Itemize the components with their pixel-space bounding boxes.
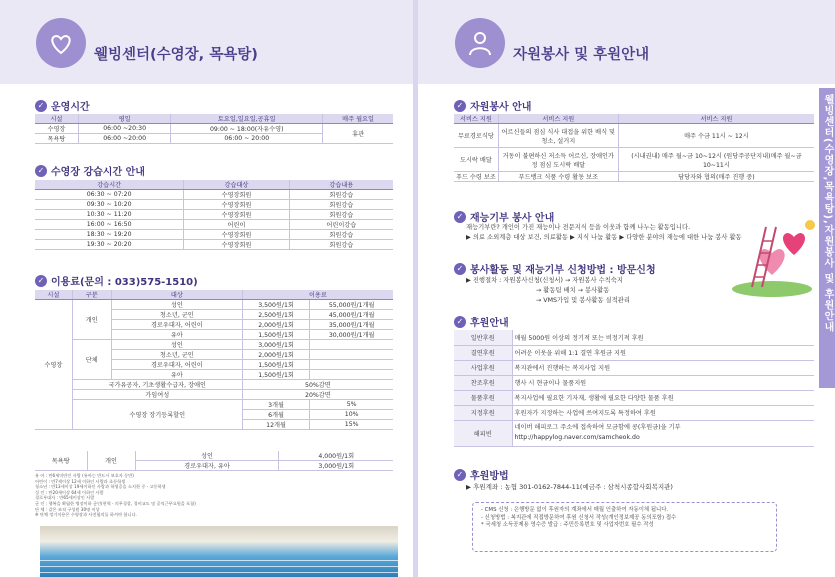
talent-activities: ▶ 의료 소외계층 대상 보건, 의료활동 ▶ 지식 나눔 활동 ▶ 다양한 분야의 재능에 대한 나눔 봉사 활동 — [466, 234, 742, 241]
apply-heading: ✓ 봉사활동 및 재능기부 신청방법 : 방문신청 — [454, 261, 656, 276]
method-notes: - CMS 신청 : 은행방문 없이 후원자의 계좌에서 매월 인출하여 자동이체 됩니다. - 신청방법 : 복지관에 직접방문하여 후원 신청서 작성(개인정보제공 동의포함) 접수 * 국세청 소득공제용 영수증 발급 : 주민등록번호 및 사업자번호 필수 작성 — [472, 502, 777, 552]
heart-ladder-illustration — [732, 215, 820, 299]
classes-heading: ✓ 수영장 강습시간 안내 — [35, 163, 145, 178]
account-info: ▶ 후원계좌 : 농협 301-0162-7844-11(예금주 : 삼척시종합사회복지관) — [466, 483, 673, 491]
note-line: 유 아 : 만6세미만인 사람 (유아는 반드시 보호자 동반) — [35, 473, 134, 478]
fees-heading: ✓ 이용료(문의 : 033)575-1510) — [35, 273, 198, 288]
hearts-icon — [36, 18, 86, 68]
page-title: 자원봉사 및 후원안내 — [513, 47, 650, 63]
note-line: 어린이 : 만7세이상 12세 이하인 사람과 초등학생 — [35, 478, 126, 484]
table-row: 결연후원 어려운 이웃을 위해 1:1 결연 후원금 지원 — [454, 345, 814, 360]
chevron-icon: ✓ — [454, 100, 466, 112]
right-banner — [418, 0, 835, 84]
chevron-icon: ✓ — [454, 316, 466, 328]
apply-step-2: → 활동팀 배치 → 봉사활동 — [536, 287, 610, 294]
table-row: 19:30 ~ 20:20 수영장회원 회원강습 — [35, 240, 393, 250]
volunteer-table: 서비스 지원 서비스 지원 서비스 지원 무료경로식당 어르신들의 점심 식사 대접을 위한 배식 및 청소, 설거지 매주 수금 11시 ~ 12시 도시락 배달 거동이 불편하신 저소득 어르신, 장애인가정 점심 도시락 배달 (시내권내) 매주 월~금 10~12시 (원당주공단지내)매주 월~금 10~11시 푸드 수령 보조 푸드뱅크 식품 수령 활동 보조 담당자와 협의(매주 진행 중) — [454, 114, 814, 182]
table-row: 09:30 ~ 10:20 수영장회원 회원강습 — [35, 200, 393, 210]
note-line: 청소년 : 만13세이상 19세이하인 사람과 학생증을 소지한 중ㆍ고등학생 — [35, 484, 166, 490]
fee-notes — [35, 473, 265, 518]
side-tab: 웰빙센터(수영장,목욕탕),자원봉사 및 후원안내 — [819, 88, 835, 388]
person-icon — [455, 18, 505, 68]
note-line: 단 체 : 같은 조직 구성원 30명 이상 — [35, 506, 100, 512]
talent-heading: ✓ 재능기부 봉사 안내 — [454, 209, 554, 224]
table-row: 찬조후원 행사 시 현금이나 물품지원 — [454, 375, 814, 390]
chevron-icon: ✓ — [35, 165, 47, 177]
chevron-icon: ✓ — [35, 100, 47, 112]
table-row: 10:30 ~ 11:20 수영장회원 회원강습 — [35, 210, 393, 220]
note-line: 성 인 : 만20세이상 64세 이하인 사람 — [35, 489, 104, 495]
table-row: 물품후원 복지사업에 필요한 기자재, 생활에 필요한 다양한 물품 후원 — [454, 390, 814, 405]
left-page — [0, 0, 413, 577]
table-row: 16:00 ~ 16:50 어린이 어린이강습 — [35, 220, 393, 230]
volunteer-heading: ✓ 자원봉사 안내 — [454, 98, 531, 113]
method-heading: ✓ 후원방법 — [454, 467, 509, 482]
note-line: ※ 단체 정기이용은 수영장과 사전협의를 하셔야 합니다. — [35, 512, 137, 518]
apply-step-3: → VMS가입 및 봉사활동 실적관리 — [536, 297, 630, 304]
chevron-icon: ✓ — [35, 275, 47, 287]
right-page — [418, 0, 835, 577]
chevron-icon: ✓ — [454, 469, 466, 481]
pool-photo — [40, 526, 398, 577]
apply-step-1: ▶ 진행절차 : 자원봉사신청(신청서) → 자원봉사 수칙숙지 — [466, 277, 623, 284]
hours-heading: ✓ 운영시간 — [35, 98, 90, 113]
chevron-icon: ✓ — [454, 211, 466, 223]
fees-table: 시설 구분 대상 이용료 수영장 개인 성인 3,500원/1회 55,000원/1개월 청소년, 군인 2,500원/1회 45,000원/1개월 경로우대자, 어린이 2,000원/1회 35,000원/1개월 유아 1,500원/1회 30,000원/1개월 단체 성인 3,000원/1회 청소년, 군인 2,000원/1회 경로우대자, 어린이 1,500원/1회 유아 1,500원/1회 국가유공자, 기초생활수급자, 장애인 50%감면 가임여성 20%감면 수영장 장기등록할인 3개월 5% 6개월 10% 12개월 15% — [35, 290, 393, 430]
hours-table: 시설 평일 토요일,일요일,공휴일 매주 월요일 수영장 06:00 ~20:30 09:00 ~ 18:00(자유수영) 휴관 목욕탕 06:00 ~20:00 06:00 ~ 20:00 — [35, 114, 393, 144]
table-row: 18:30 ~ 19:20 수영장회원 회원강습 — [35, 230, 393, 240]
note-line: 경로우대자 : 만65세이상인 사람 — [35, 495, 95, 501]
table-row: 06:30 ~ 07:20 수영장회원 회원강습 — [35, 190, 393, 200]
note-line: 군 인 : 행복을 확립한 병장이하 군인(현역ㆍ의무경찰, 경비교도 및 공익근무요원을 포함) — [35, 500, 196, 506]
table-row: 지정후원 후원자가 지정하는 사업에 쓰여지도록 특정하여 후원 — [454, 405, 814, 420]
table-row: 사업후원 복지관에서 진행하는 복지사업 지원 — [454, 360, 814, 375]
talent-desc: 재능기부란? 개인이 가진 재능이나 전문지식 등을 이웃과 함께 나누는 활동입니다. — [466, 224, 691, 231]
support-heading: ✓ 후원안내 — [454, 314, 509, 329]
left-banner — [0, 0, 413, 84]
chevron-icon: ✓ — [454, 263, 466, 275]
classes-table: 강습시간 강습대상 강습내용 06:30 ~ 07:20 수영장회원 회원강습 09:30 ~ 10:20 수영장회원 회원강습 10:30 ~ 11:20 수영장회원 회원강습 16:00 ~ 16:50 어린이 어린이강습 18:30 ~ 19:20 수영장회원 회원강습 19:30 ~ 20:20 수영장회원 회원강습 — [35, 180, 393, 250]
bath-fees-table: 목욕탕 개인 성인 4,000원/1회 경로우대자, 유아 3,000원/1회 — [35, 451, 393, 471]
support-table: 일반후원 매월 5000원 이상의 정기적 또는 비정기적 후원 결연후원 어려운 이웃을 위해 1:1 결연 후원금 지원 사업후원 복지관에서 진행하는 복지사업 지원 찬조후원 행사 시 현금이나 물품지원 물품후원 복지사업에 필요한 기자재, 생활에 필요한 다양한 물품 후원 지정후원 후원자가 지정하는 사업에 쓰여지도록 특정하여 후원 해피빈 네이버 해피로그 주소에 접속하여 모금함에 콩(후원금)을 기부 http://happylog.naver.com/samcheok.do — [454, 330, 814, 447]
page-title: 웰빙센터(수영장, 목욕탕) — [94, 47, 258, 63]
table-row: 일반후원 매월 5000원 이상의 정기적 또는 비정기적 후원 — [454, 330, 814, 345]
